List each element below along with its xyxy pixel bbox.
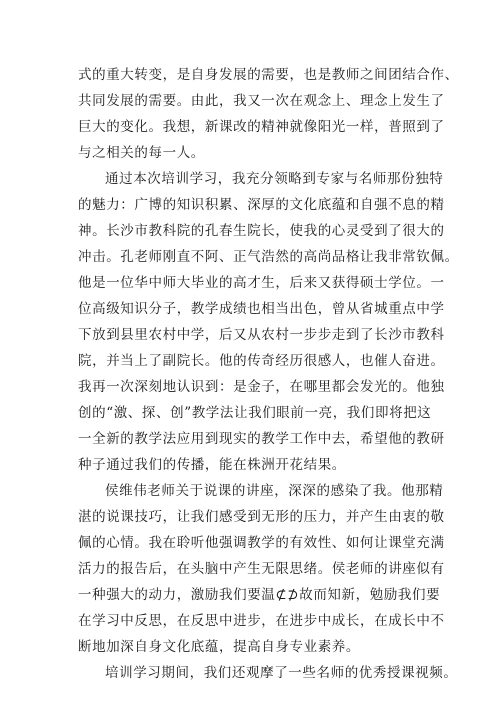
text-line: 种子通过我们的传播，能在株洲开花结果。 [78, 457, 346, 473]
text-line: 下放到县里农村中学，后又从农村一步步走到了长沙市教科 [78, 327, 445, 343]
text-line: 断地加深自身文化底蕴，提高自身专业素养。 [78, 639, 360, 655]
text-line: 巨大的变化。我想，新课改的精神就像阳光一样，普照到了 [78, 119, 445, 135]
document-body [78, 62, 459, 686]
text-line: 湛的说课技巧，让我们感受到无形的压力，并产生由衷的敬 [78, 509, 445, 525]
text-line: 一种强大的动力，激励我们要温⊄⊅故而知新，勉励我们要 [78, 587, 441, 603]
text-line: 活力的报告后，在头脑中产生无限思绪。侯老师的讲座似有 [78, 561, 445, 577]
text-line: 冲击。孔老师刚直不阿、正气浩然的高尚品格让我非常钦佩。 [78, 249, 459, 265]
text-line: 的魅力：广博的知识积累、深厚的文化底蕴和自强不息的精 [78, 197, 445, 213]
text-line: 他是一位华中师大毕业的高才生，后来又获得硕士学位。一 [78, 275, 445, 291]
text-line: 神。长沙市教科院的孔春生院长，使我的心灵受到了很大的 [78, 223, 445, 239]
text-line: 共同发展的需要。由此，我又一次在观念上、理念上发生了 [78, 93, 445, 109]
text-line: 侯维伟老师关于说课的讲座，深深的感染了我。他那精 [105, 483, 444, 499]
text-line: 通过本次培训学习，我充分领略到专家与名师那份独特 [105, 171, 444, 187]
text-line: 我再一次深刻地认识到：是金子，在哪里都会发光的。他独 [78, 379, 445, 395]
text-line: 在学习中反思，在反思中进步，在进步中成长，在成长中不 [78, 613, 445, 629]
text-line: 佩的心情。我在聆听他强调教学的有效性、如何让课堂充满 [78, 535, 445, 551]
text-line: 培训学习期间，我们还观摩了一些名师的优秀授课视频。 [105, 665, 458, 681]
text-line: 式的重大转变，是自身发展的需要，也是教师之间团结合作、 [78, 67, 459, 83]
text-line: 与之相关的每一人。 [78, 145, 205, 161]
text-line: 一全新的教学法应用到现实的教学工作中去，希望他的教研 [78, 431, 445, 447]
text-line: 院，并当上了副院长。他的传奇经历很感人，也催人奋进。 [78, 353, 445, 369]
text-line: 位高级知识分子，教学成绩也相当出色，曾从省城重点中学 [78, 301, 445, 317]
text-line: 创的“激、探、创”教学法让我们眼前一亮，我们即将把这 [78, 405, 432, 421]
